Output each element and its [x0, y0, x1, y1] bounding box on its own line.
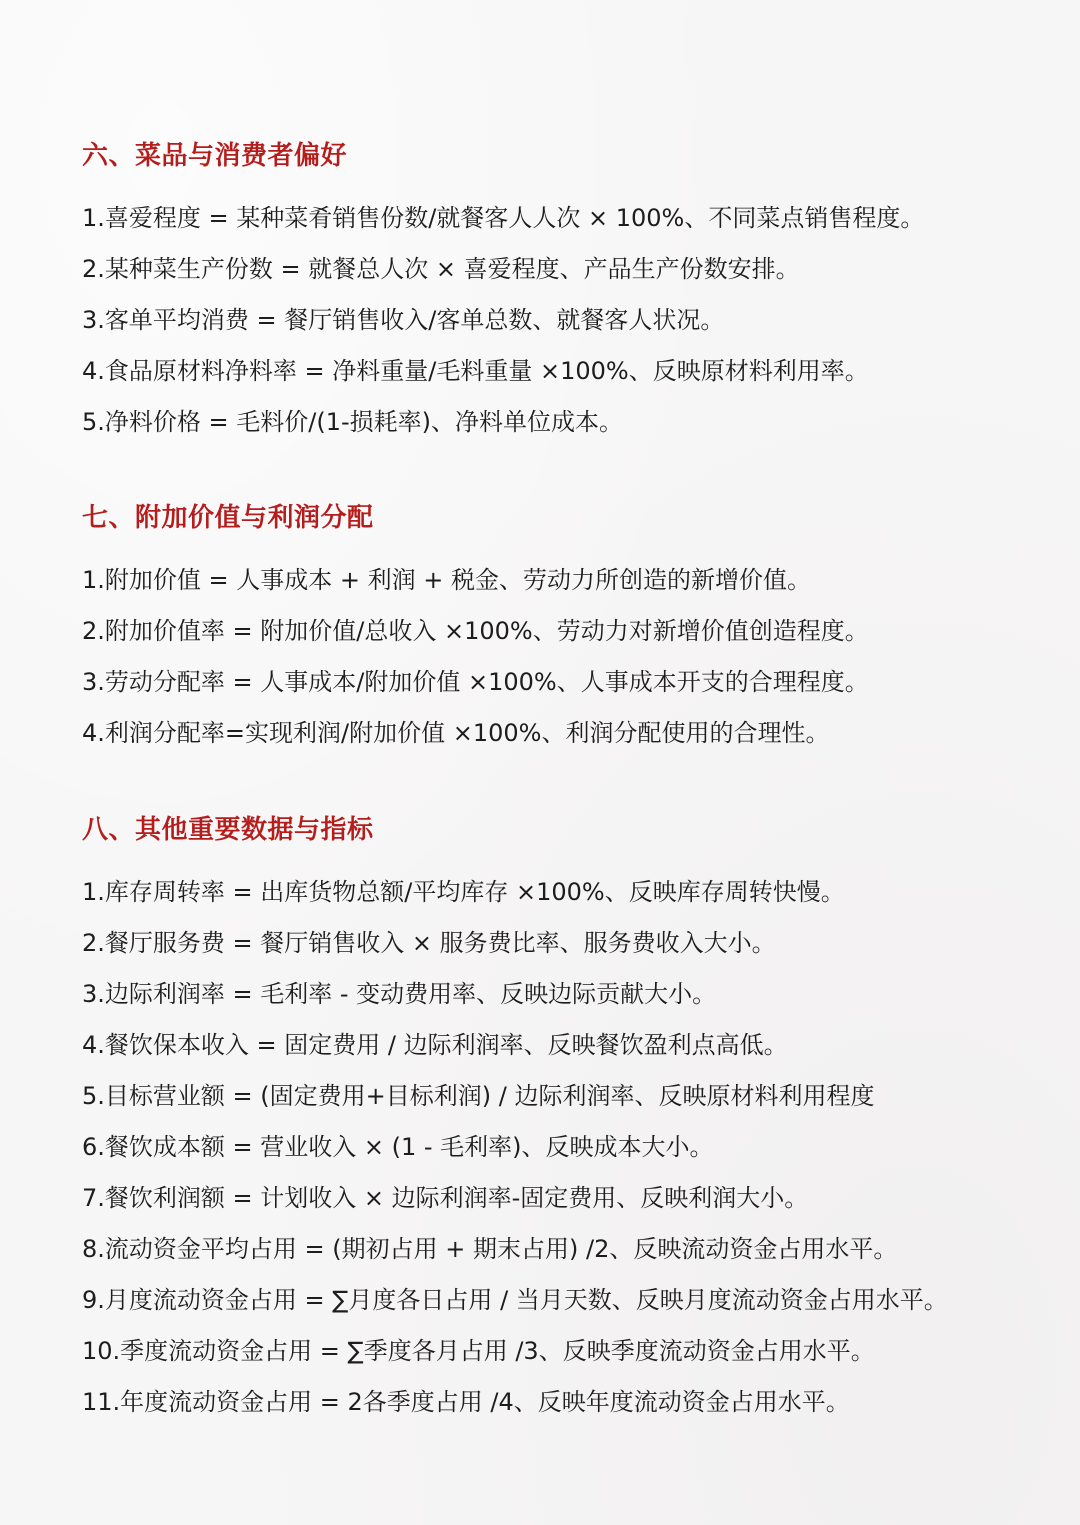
- formula-item: 1.喜爱程度 = 某种菜肴销售份数/就餐客人人次 × 100%、不同菜点销售程度。: [82, 204, 925, 232]
- formula-item: 4.餐饮保本收入 = 固定费用 / 边际利润率、反映餐饮盈利点高低。: [82, 1031, 788, 1059]
- section-title: 八、其他重要数据与指标: [82, 815, 374, 845]
- formula-item: 9.月度流动资金占用 = ∑月度各日占用 / 当月天数、反映月度流动资金占用水平。: [82, 1286, 948, 1314]
- section-title: 六、菜品与消费者偏好: [82, 141, 348, 171]
- formula-item: 7.餐饮利润额 = 计划收入 × 边际利润率-固定费用、反映利润大小。: [82, 1184, 809, 1212]
- formula-item: 2.附加价值率 = 附加价值/总收入 ×100%、劳动力对新增价值创造程度。: [82, 617, 869, 645]
- formula-item: 4.食品原材料净料率 = 净料重量/毛料重量 ×100%、反映原材料利用率。: [82, 357, 869, 385]
- formula-item: 5.净料价格 = 毛料价/(1-损耗率)、净料单位成本。: [82, 408, 624, 436]
- formula-list: [82, 867, 1022, 1428]
- formula-item: 4.利润分配率=实现利润/附加价值 ×100%、利润分配使用的合理性。: [82, 719, 830, 747]
- formula-item: 8.流动资金平均占用 = (期初占用 + 期末占用) /2、反映流动资金占用水平。: [82, 1235, 898, 1263]
- formula-item: 6.餐饮成本额 = 营业收入 × (1 - 毛利率)、反映成本大小。: [82, 1133, 714, 1161]
- formula-item: 2.餐厅服务费 = 餐厅销售收入 × 服务费比率、服务费收入大小。: [82, 929, 776, 957]
- section-title: 七、附加价值与利润分配: [82, 503, 374, 533]
- formula-item: 5.目标营业额 = (固定费用+目标利润) / 边际利润率、反映原材料利用程度: [82, 1082, 875, 1110]
- formula-item: 1.附加价值 = 人事成本 + 利润 + 税金、劳动力所创造的新增价值。: [82, 566, 811, 594]
- formula-list: [82, 555, 1022, 759]
- formula-item: 3.边际利润率 = 毛利率 - 变动费用率、反映边际贡献大小。: [82, 980, 717, 1008]
- formula-item: 1.库存周转率 = 出库货物总额/平均库存 ×100%、反映库存周转快慢。: [82, 878, 845, 906]
- formula-item: 10.季度流动资金占用 = ∑季度各月占用 /3、反映季度流动资金占用水平。: [82, 1337, 875, 1365]
- section-other-important-indicators: [82, 813, 1022, 1428]
- formula-item: 11.年度流动资金占用 = 2各季度占用 /4、反映年度流动资金占用水平。: [82, 1388, 850, 1416]
- formula-item: 3.劳动分配率 = 人事成本/附加价值 ×100%、人事成本开支的合理程度。: [82, 668, 869, 696]
- formula-item: 3.客单平均消费 = 餐厅销售收入/客单总数、就餐客人状况。: [82, 306, 725, 334]
- section-dishes-consumer-preference: [82, 139, 1022, 448]
- formula-list: [82, 193, 1022, 448]
- formula-item: 2.某种菜生产份数 = 就餐总人次 × 喜爱程度、产品生产份数安排。: [82, 255, 800, 283]
- section-added-value-profit-distribution: [82, 501, 1022, 759]
